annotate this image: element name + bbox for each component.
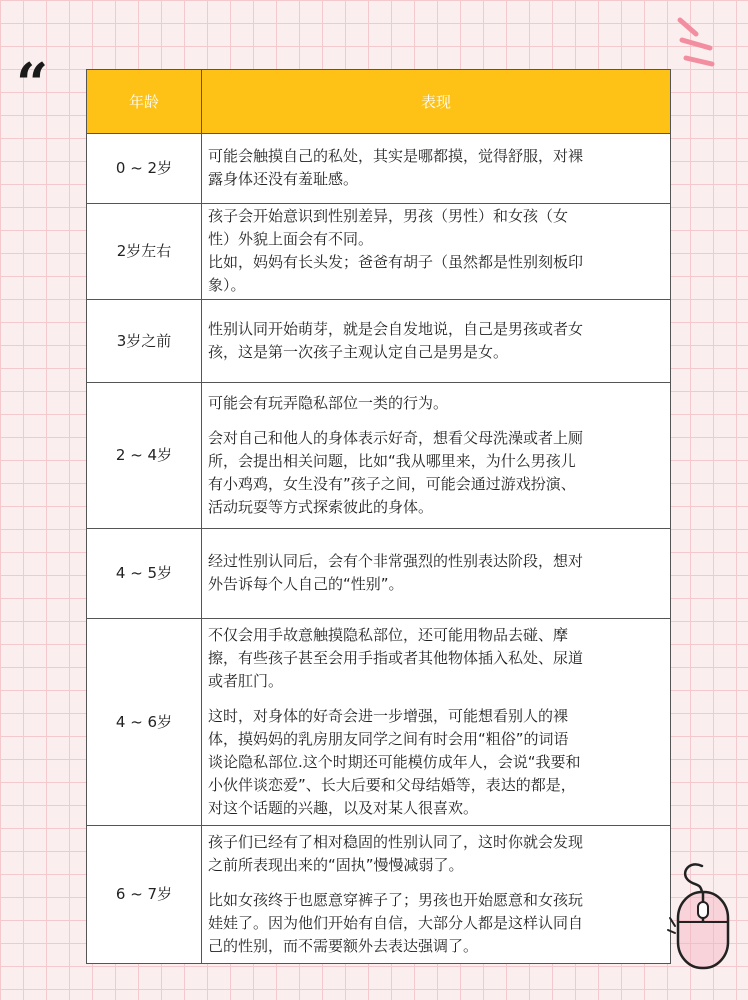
desc-paragraph: 经过性别认同后，会有个非常强烈的性别表达阶段，想对 外告诉每个人自己的“性别”。 (208, 552, 584, 593)
age-cell: 2岁左右 (87, 204, 202, 300)
desc-cell (202, 383, 671, 529)
age-cell: 3岁之前 (87, 300, 202, 383)
desc-paragraph: 比如女孩终于也愿意穿裤子了；男孩也开始愿意和女孩玩 娃娃了。因为他们开始有自信，大部分人都是这样认同自 己的性别，而不需要额外去表达强调了。 (208, 890, 584, 955)
desc-paragraph: 性别认同开始萌芽，就是会自发地说，自己是男孩或者女 孩，这是第一次孩子主观认定自己是男是女。 (208, 319, 584, 361)
decorative-lines-icon (674, 14, 718, 70)
table-row (87, 529, 671, 619)
age-behavior-table (86, 69, 671, 964)
desc-cell (202, 529, 671, 619)
desc-paragraph: 可能会有玩弄隐私部位一类的行为。 (208, 393, 449, 412)
desc-cell (202, 300, 671, 383)
desc-paragraph: 会对自己和他人的身体表示好奇，想看父母洗澡或者上厕 所，会提出相关问题，比如“我从哪里来，为什么男孩儿 有小鸡鸡，女生没有”孩子之间，可能会通过游戏扮演、 活动玩耍等方式探索彼此的身体。 (208, 428, 584, 516)
computer-mouse-icon (666, 858, 742, 974)
table-row (87, 826, 671, 964)
desc-paragraph: 这时，对身体的好奇会进一步增强，可能想看别人的裸 体，摸妈妈的乳房朋友同学之间有时会用“粗俗”的词语 谈论隐私部位.这个时期还可能模仿成年人，会说“我要和 小伙伴谈恋爱”、长大后要和父母结婚等，表达的都是， 对这个话题的兴趣，以及对某人很喜欢。 (208, 706, 581, 817)
desc-paragraph: 可能会触摸自己的私处，其实是哪都摸，觉得舒服，对裸 露身体还没有羞耻感。 (208, 147, 584, 188)
desc-paragraph: 孩子会开始意识到性别差异，男孩（男性）和女孩（女 性）外貌上面会有不同。 比如，妈妈有长头发；爸爸有胡子（虽然都是性别刻板印 象）。 (208, 207, 584, 294)
desc-paragraph: 不仅会用手故意触摸隐私部位，还可能用物品去碰、摩 擦，有些孩子甚至会用手指或者其他物体插入私处、尿道 或者肛门。 (208, 625, 584, 690)
quote-mark: “ (16, 51, 49, 117)
desc-cell (202, 134, 671, 204)
header-behavior: 表现 (202, 70, 671, 134)
desc-paragraph: 孩子们已经有了相对稳固的性别认同了，这时你就会发现 之前所表现出来的“固执”慢慢减弱了。 (208, 832, 584, 874)
table-row (87, 383, 671, 529)
desc-cell (202, 204, 671, 300)
age-cell: 4 ~ 5岁 (87, 529, 202, 619)
age-cell: 4 ~ 6岁 (87, 619, 202, 826)
table-header-row (87, 70, 671, 134)
desc-cell (202, 619, 671, 826)
desc-cell (202, 826, 671, 964)
age-cell: 6 ~ 7岁 (87, 826, 202, 964)
table-row (87, 134, 671, 204)
table-row (87, 619, 671, 826)
table-row (87, 300, 671, 383)
age-cell: 0 ~ 2岁 (87, 134, 202, 204)
table-row (87, 204, 671, 300)
age-cell: 2 ~ 4岁 (87, 383, 202, 529)
header-age: 年龄 (87, 70, 202, 134)
